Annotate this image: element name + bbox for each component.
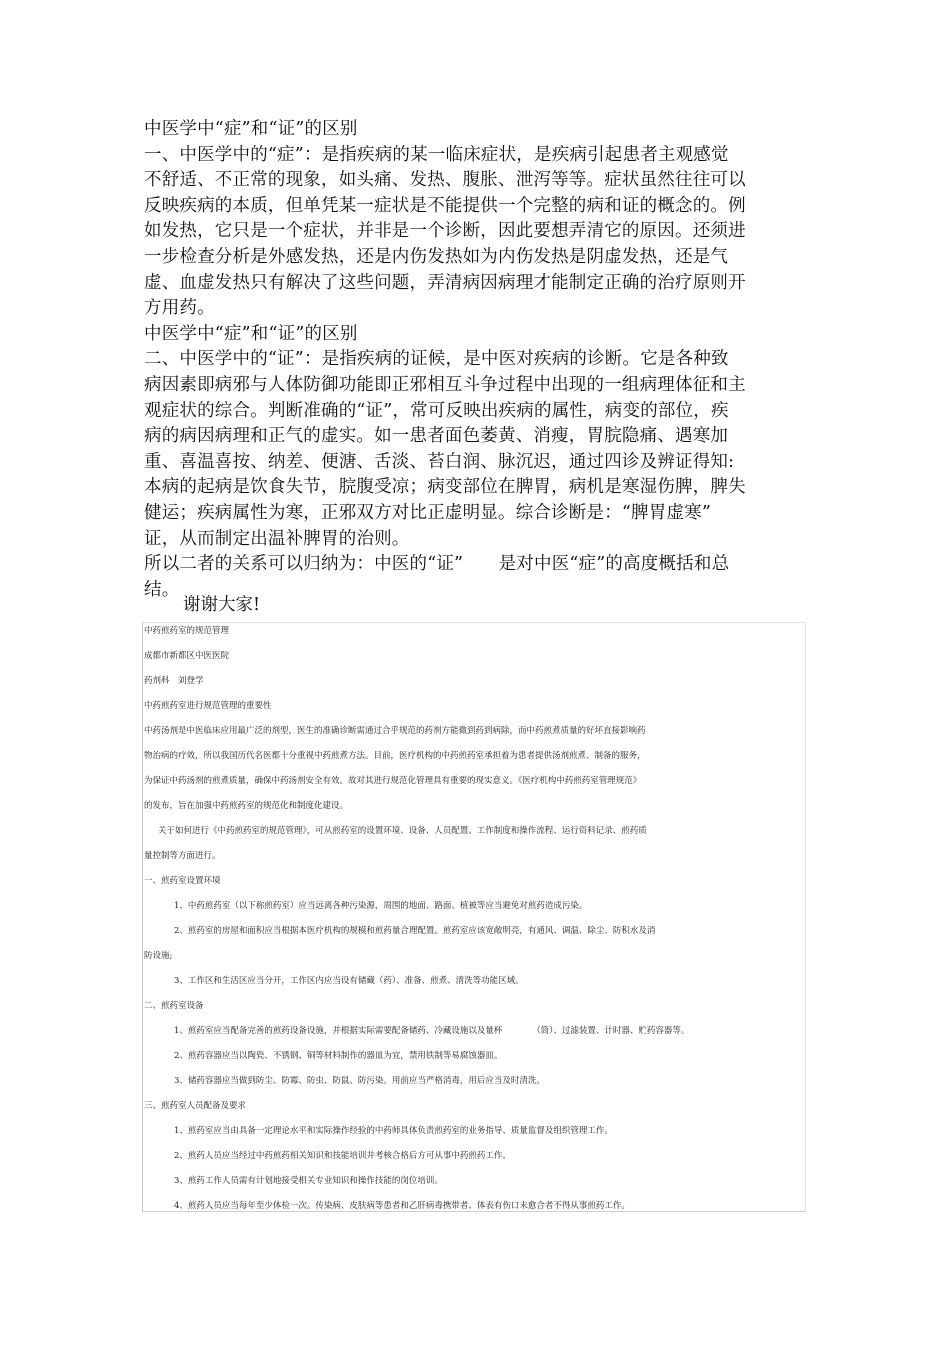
article1-text-line: 如发热，它只是一个症状，并非是一个诊断，因此要想弄清它的原因。还须进 xyxy=(144,221,746,242)
article2-list-item: 1、煎药室应当由具备一定理论水平和实际操作经验的中药师具体负责煎药室的业务指导、质量监督及组织管理工作。 xyxy=(174,1126,613,1136)
article1-text-line: 本病的起病是饮食失节，脘腹受凉；病变部位在脾胃，病机是寒湿伤脾，脾失 xyxy=(144,477,746,498)
article2-list-item: 1、中药煎药室（以下称煎药室）应当远离各种污染源，周围的地面、路面、植被等应当避免对煎药造成污染。 xyxy=(174,901,588,911)
article1-conclusion-line: 结。 xyxy=(144,579,180,600)
article1-text-line: 病的病因病理和正气的虚实。如一患者面色萎黄、消瘦，胃脘隐痛、遇寒加 xyxy=(144,426,729,447)
article1-title: 中医学中“症”和“证”的区别 xyxy=(144,119,358,139)
article1-text-line: 观症状的综合。判断准确的“证”，常可反映出疾病的属性，病变的部位，疾 xyxy=(144,400,729,421)
article-chinese-medicine-symptom-vs-syndrome xyxy=(144,117,774,603)
article1-text-line: 不舒适、不正常的现象，如头痛、发热、腹胀、泄泻等等。症状虽然往往可以 xyxy=(144,170,746,191)
article2-text-line: 为保证中药汤剂的煎煮质量，确保中药汤剂安全有效。故对其进行规范化管理具有重要的现实意义。《医疗机构中药煎药室管理规范》 xyxy=(144,776,642,786)
article1-text-line: 虚、血虚发热只有解决了这些问题，弄清病因病理才能制定正确的治疗原则开 xyxy=(144,272,746,293)
article2-list-item: 3、储药容器应当做到防尘、防霉、防虫、防鼠、防污染。用前应当严格消毒，用后应当及时清洗。 xyxy=(174,1076,545,1086)
article2-section-heading: 一、煎药室设置环境 xyxy=(144,876,221,886)
article2-list-item: 3、工作区和生活区应当分开，工作区内应当设有储藏（药）、准备、煎煮、清洗等功能区域。 xyxy=(174,976,524,986)
article2-text-line: 量控制等方面进行。 xyxy=(144,851,221,861)
article2-list-item: 3、煎药工作人员需有计划地接受相关专业知识和操作技能的岗位培训。 xyxy=(174,1176,443,1186)
article1-text-line: 健运；疾病属性为寒，正邪双方对比正虚明显。综合诊断是：“脾胃虚寒” xyxy=(144,502,711,523)
article1-text-line: 证，从而制定出温补脾胃的治则。 xyxy=(144,528,410,549)
article2-section-heading: 二、煎药室设备 xyxy=(144,1001,204,1011)
article2-hospital: 成都市新都区中医医院 xyxy=(144,651,230,661)
article1-conclusion-line: 所以二者的关系可以归纳为：中医的“证” 是对中医“症”的高度概括和总 xyxy=(144,554,730,575)
article2-section-heading: 三、煎药室人员配备及要求 xyxy=(144,1101,247,1111)
article2-author: 药剂科 刘登学 xyxy=(144,676,204,686)
article1-text-line: 方用药。 xyxy=(144,298,215,319)
article2-list-item: 2、煎药人员应当经过中药煎药相关知识和技能培训并考核合格后方可从事中药煎药工作。 xyxy=(174,1151,511,1161)
article2-list-item: 1、煎药室应当配备完善的煎药设备设施，并根据实际需要配备储药、冷藏设施以及量杯 （筒）、过滤装置、计时器、贮药容器等。 xyxy=(174,1026,690,1036)
article2-text-line: 防设施; xyxy=(144,951,173,961)
article2-text-line: 中药汤剂是中医临床应用最广泛的剂型，医生的准确诊断需通过合乎规范的药剂方能微到药到病除，而中药煎煮质量的好坏直接影响药 xyxy=(144,726,646,736)
article2-list-item: 2、煎药容器应当以陶瓷、不锈钢、铜等材料制作的器皿为宜，禁用铁制等易腐蚀器皿。 xyxy=(174,1051,503,1061)
article1-text-line: 一步检查分析是外感发热，还是内伤发热如为内伤发热是阴虚发热，还是气 xyxy=(144,246,729,267)
article2-title: 中药煎药室的规范管理 xyxy=(144,626,230,636)
article1-text-line: 重、喜温喜按、纳差、便溏、舌淡、苔白润、脉沉迟，通过四诊及辨证得知: xyxy=(144,451,735,472)
article1-text-line: 病因素即病邪与人体防御功能即正邪相互斗争过程中出现的一组病理体征和主 xyxy=(144,374,746,395)
article2-text-line: 关于如何进行《中药煎药室的规范管理》，可从煎药室的设置环境、设备、人员配置、工作制度和操作流程、运行资料记录、煎药质 xyxy=(158,826,647,836)
article2-list-item: 4、煎药人员应当每年至少体检一次。传染病、皮肤病等患者和乙肝病毒携带者、体表有伤口未愈合者不得从事煎药工作。 xyxy=(174,1201,630,1211)
article1-text-line: 一、中医学中的“症”：是指疾病的某一临床症状，是疾病引起患者主观感觉 xyxy=(144,144,729,165)
article-decoction-room-management xyxy=(144,619,804,1219)
article2-text-line: 物治病的疗效，所以我国历代名医都十分重视中药煎煮方法。目前，医疗机构的中药煎药室承担着为患者提供汤剂煎煮、制备的服务， xyxy=(144,751,646,761)
article2-section-heading: 中药煎药室进行规范管理的重要性 xyxy=(144,701,272,711)
article2-text-line: 的发布，旨在加强中药煎药室的规范化和制度化建设。 xyxy=(144,801,349,811)
article2-list-item: 2、煎药室的房屋和面积应当根据本医疗机构的规模和煎药量合理配置。煎药室应该宽敞明亮，有通风、调温、除尘、防积水及消 xyxy=(174,926,656,936)
article1-text-line: 二、中医学中的“证”：是指疾病的证候，是中医对疾病的诊断。它是各种致 xyxy=(144,349,729,370)
thanks-text: 谢谢大家! xyxy=(183,595,261,615)
article1-subtitle: 中医学中“症”和“证”的区别 xyxy=(144,323,358,344)
article1-text-line: 反映疾病的本质，但单凭某一症状是不能提供一个完整的病和证的概念的。例 xyxy=(144,195,746,216)
